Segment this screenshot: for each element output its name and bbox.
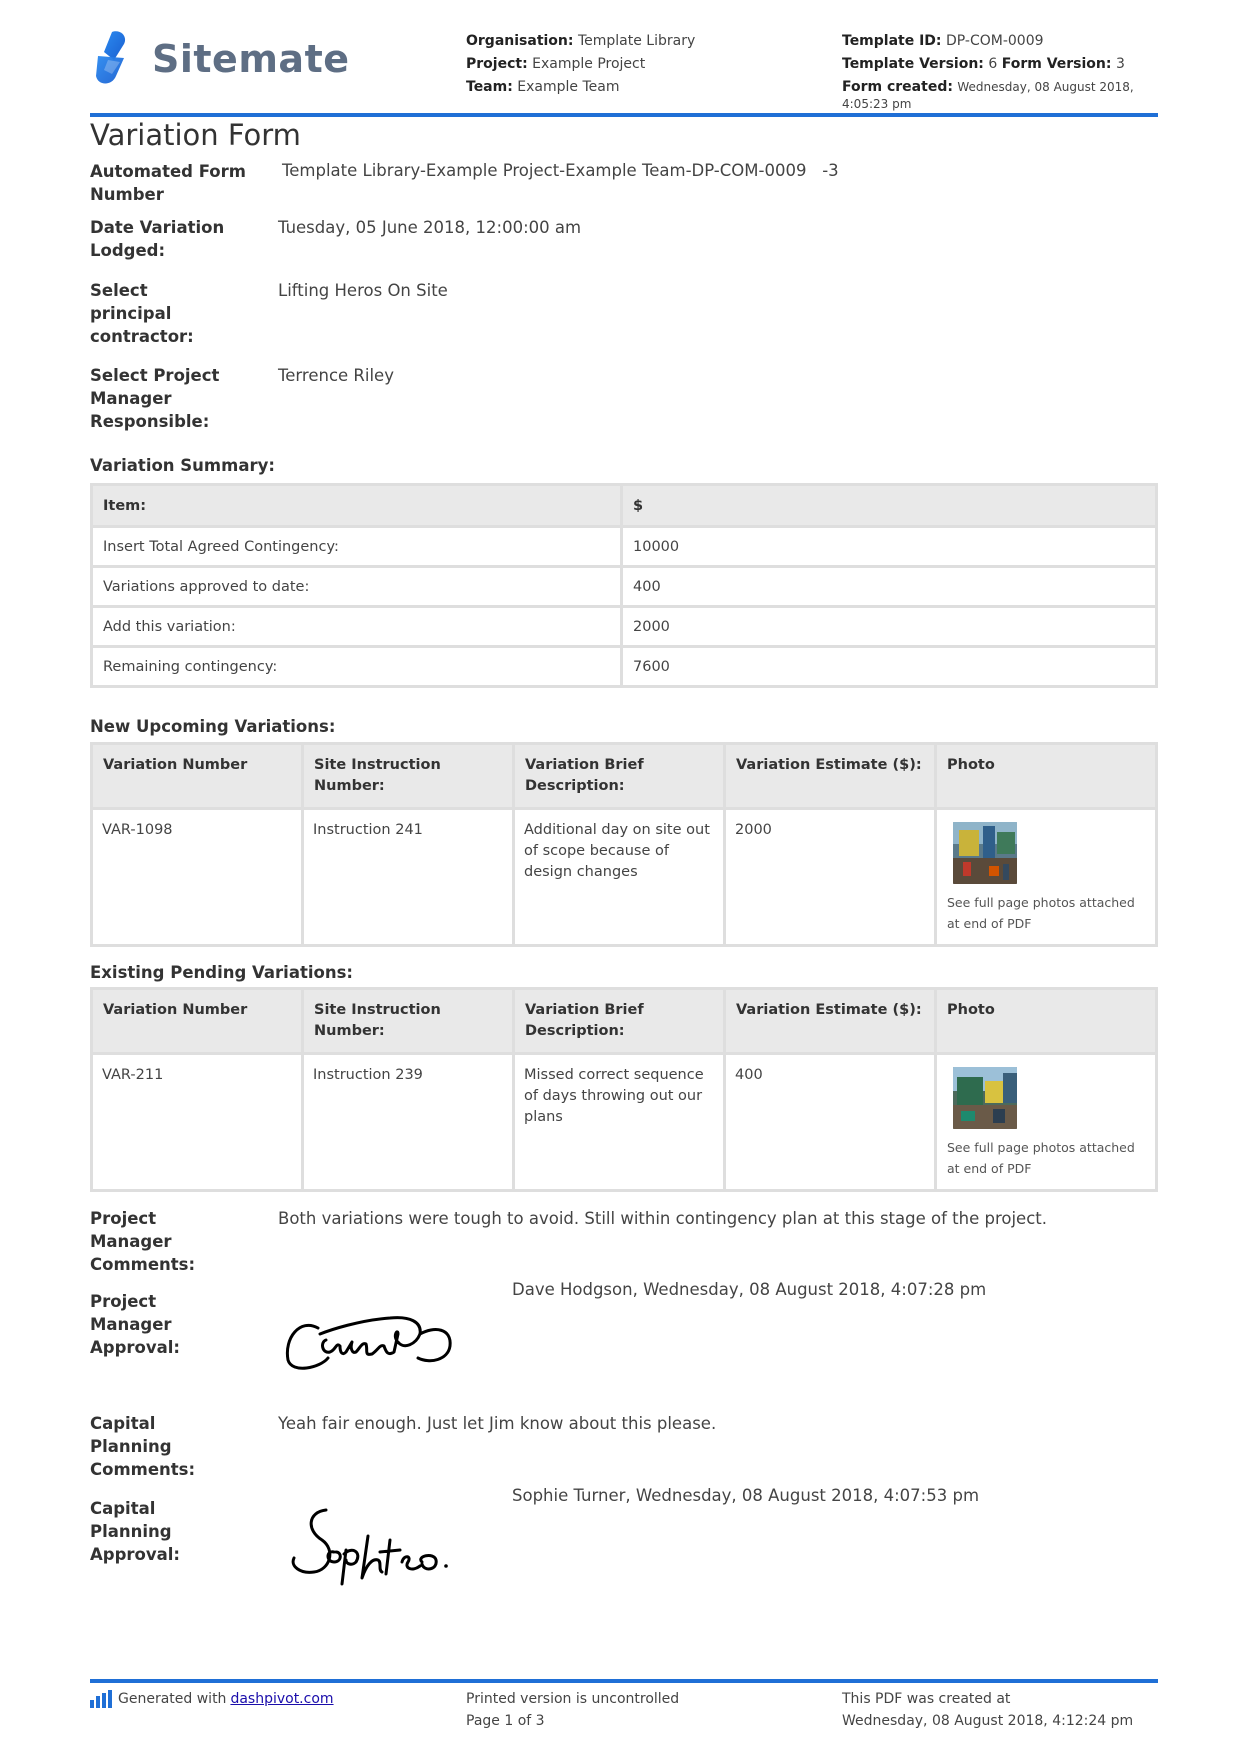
summary-value: 2000	[623, 608, 1155, 645]
pm-comments-value: Both variations were tough to avoid. Still within contingency plan at this stage of the project.	[278, 1209, 1047, 1228]
team-label: Team:	[466, 79, 513, 95]
header-project-info	[466, 30, 695, 99]
summary-value: 10000	[623, 528, 1155, 565]
cp-approval-signed: Sophie Turner, Wednesday, 08 August 2018, 4:07:53 pm	[512, 1486, 980, 1505]
summary-item: Insert Total Agreed Contingency:	[93, 528, 620, 565]
organisation-value: Template Library	[577, 33, 696, 49]
summary-value: 400	[623, 568, 1155, 605]
summary-item: Remaining contingency:	[93, 648, 620, 685]
pdf-created-label: This PDF was created at	[842, 1691, 1011, 1707]
table-row	[93, 810, 1155, 944]
header-description: Variation Brief Description:	[515, 990, 723, 1052]
template-version-value: 6	[988, 56, 998, 72]
upcoming-title: New Upcoming Variations:	[90, 717, 336, 736]
site-photo-thumbnail[interactable]	[953, 1067, 1017, 1129]
generated-with-text: Generated with	[118, 1691, 227, 1707]
cp-comments-value: Yeah fair enough. Just let Jim know about this please.	[278, 1414, 717, 1433]
summary-value: 7600	[623, 648, 1155, 685]
header-variation-number: Variation Number	[93, 745, 301, 807]
form-created-value: Wednesday, 08 August 2018, 4:05:23 pm	[842, 80, 1134, 111]
pm-label: Select Project Manager Responsible:	[90, 366, 220, 431]
header-site-instruction: Site Instruction Number:	[304, 990, 512, 1052]
project-label: Project:	[466, 56, 528, 72]
document-header	[90, 26, 1158, 116]
form-number-label: Automated Form Number	[90, 162, 246, 204]
photo-note: See full page photos attached at end of PDF	[947, 1140, 1135, 1176]
header-photo: Photo	[937, 990, 1155, 1052]
contractor-label: Select principal contractor:	[90, 281, 194, 346]
form-number-value: Template Library-Example Project-Example Team-DP-COM-0009 -3	[282, 161, 839, 180]
template-id-value: DP-COM-0009	[945, 33, 1044, 49]
logo-wordmark: Sitemate	[152, 37, 350, 81]
sitemate-logo	[90, 30, 350, 88]
header-photo: Photo	[937, 745, 1155, 807]
pm-comments-label: Project Manager Comments:	[90, 1209, 196, 1274]
contractor-value: Lifting Heros On Site	[278, 281, 448, 300]
organisation-label: Organisation:	[466, 33, 574, 49]
variation-number: VAR-1098	[93, 810, 301, 944]
footer-divider	[90, 1679, 1158, 1683]
pending-header-row	[93, 990, 1155, 1052]
header-variation-number: Variation Number	[93, 990, 301, 1052]
sitemate-logo-icon	[90, 30, 138, 88]
pending-variations-table	[90, 987, 1158, 1192]
variation-estimate: 2000	[726, 810, 934, 944]
upcoming-variations-table	[90, 742, 1158, 947]
date-lodged-value: Tuesday, 05 June 2018, 12:00:00 am	[278, 218, 582, 237]
summary-header-item: Item:	[93, 486, 620, 525]
template-id-label: Template ID:	[842, 33, 942, 49]
header-template-info	[842, 30, 1158, 113]
footer-created-info	[842, 1688, 1133, 1732]
table-row	[93, 608, 1155, 645]
table-row	[93, 568, 1155, 605]
summary-table	[90, 483, 1158, 688]
page-number: Page 1 of 3	[466, 1713, 545, 1729]
site-instruction: Instruction 241	[304, 810, 512, 944]
footer-page-info	[466, 1688, 679, 1732]
variation-description: Additional day on site out of scope because of design changes	[515, 810, 723, 944]
site-instruction: Instruction 239	[304, 1055, 512, 1189]
form-version-label: Form Version:	[1001, 56, 1112, 72]
upcoming-header-row	[93, 745, 1155, 807]
pm-approval-signed: Dave Hodgson, Wednesday, 08 August 2018, 4:07:28 pm	[512, 1280, 987, 1299]
summary-header-row	[93, 486, 1155, 525]
header-site-instruction: Site Instruction Number:	[304, 745, 512, 807]
footer-generated	[90, 1688, 334, 1710]
variation-number: VAR-211	[93, 1055, 301, 1189]
summary-item: Variations approved to date:	[93, 568, 620, 605]
team-value: Example Team	[517, 79, 620, 95]
date-lodged-label: Date Variation Lodged:	[90, 218, 225, 260]
pdf-created-value: Wednesday, 08 August 2018, 4:12:24 pm	[842, 1713, 1134, 1729]
pm-signature	[280, 1298, 460, 1378]
page-title: Variation Form	[90, 118, 301, 152]
form-version-value: 3	[1115, 56, 1125, 72]
cp-comments-label: Capital Planning Comments:	[90, 1414, 196, 1479]
dashpivot-icon	[90, 1690, 112, 1708]
project-value: Example Project	[532, 56, 646, 72]
photo-cell	[937, 1055, 1155, 1189]
uncontrolled-note: Printed version is uncontrolled	[466, 1691, 680, 1707]
pm-approval-label: Project Manager Approval:	[90, 1292, 181, 1357]
template-version-label: Template Version:	[842, 56, 984, 72]
variation-description: Missed correct sequence of days throwing out our plans	[515, 1055, 723, 1189]
header-estimate: Variation Estimate ($):	[726, 745, 934, 807]
site-photo-thumbnail[interactable]	[953, 822, 1017, 884]
header-description: Variation Brief Description:	[515, 745, 723, 807]
form-created-label: Form created:	[842, 79, 953, 95]
summary-title: Variation Summary:	[90, 456, 275, 475]
summary-header-amount: $	[623, 486, 1155, 525]
pending-title: Existing Pending Variations:	[90, 963, 354, 982]
header-estimate: Variation Estimate ($):	[726, 990, 934, 1052]
summary-item: Add this variation:	[93, 608, 620, 645]
table-row	[93, 528, 1155, 565]
dashpivot-link[interactable]: dashpivot.com	[230, 1691, 334, 1707]
pm-value: Terrence Riley	[278, 366, 394, 385]
cp-approval-label: Capital Planning Approval:	[90, 1499, 181, 1564]
table-row	[93, 648, 1155, 685]
photo-cell	[937, 810, 1155, 944]
variation-estimate: 400	[726, 1055, 934, 1189]
table-row	[93, 1055, 1155, 1189]
photo-note: See full page photos attached at end of PDF	[947, 895, 1135, 931]
cp-signature	[286, 1500, 476, 1590]
header-divider	[90, 113, 1158, 117]
